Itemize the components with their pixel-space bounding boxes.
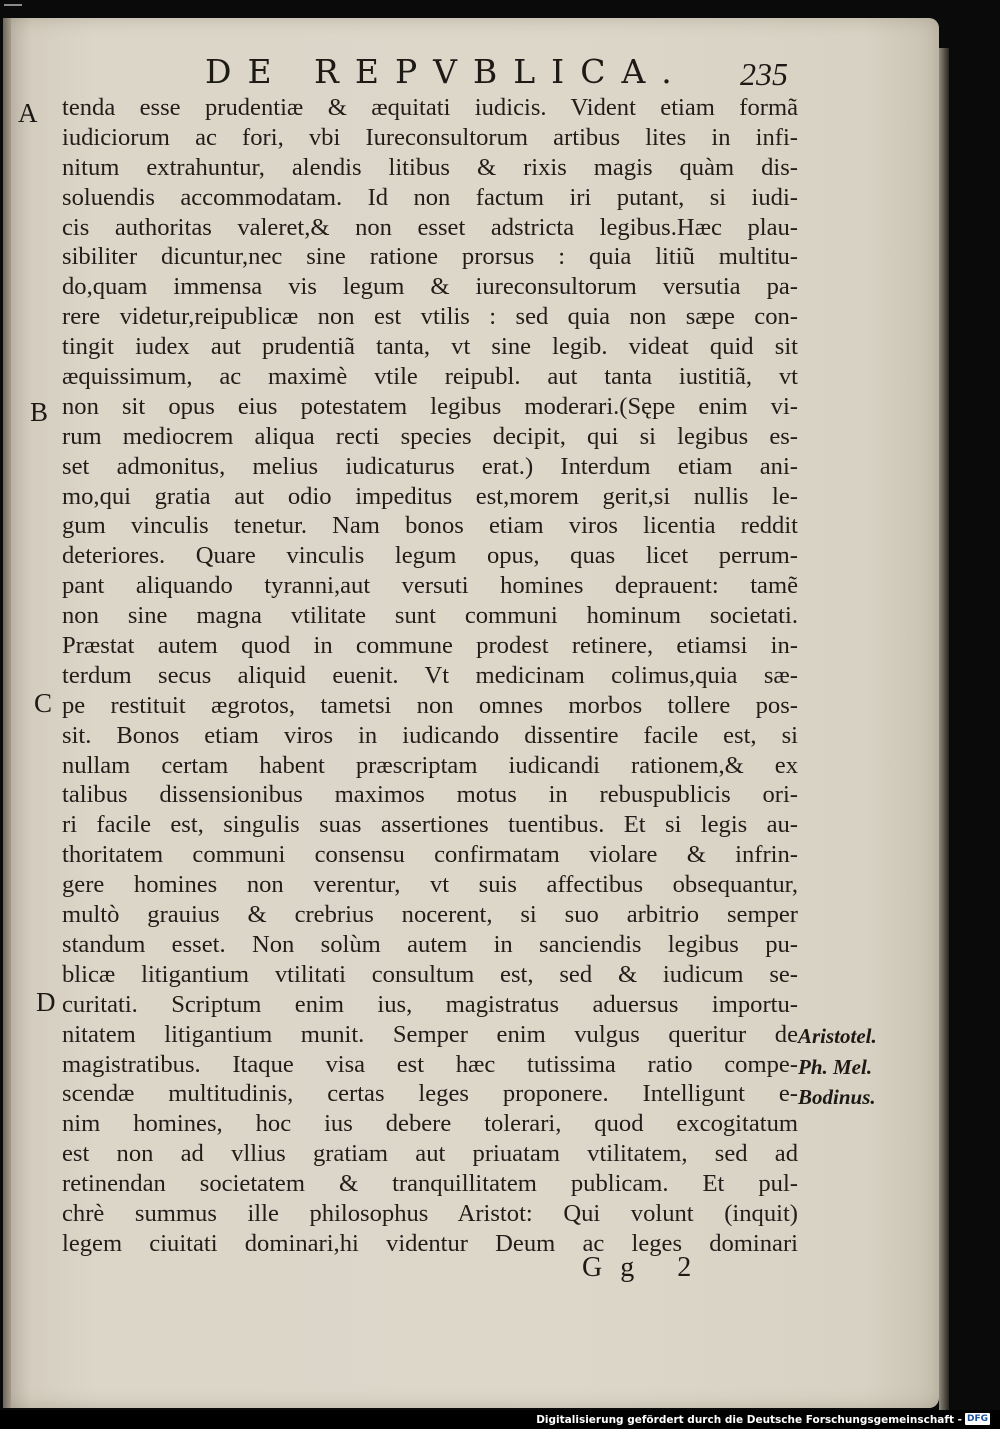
- page-edge: [939, 48, 949, 1428]
- text-line: mo,qui gratia aut odio impeditus est,morem gerit,si nullis le-: [62, 482, 798, 510]
- text-line: est non ad vllius gratiam aut priuatam vtilitatem, sed ad: [62, 1140, 798, 1168]
- section-letter-b: B: [30, 397, 49, 427]
- text-line: non sit opus eius potestatem legibus moderari.(Sępe enim vi-: [62, 392, 798, 420]
- text-line: rum mediocrem aliqua recti species decipit, qui si legibus es-: [62, 422, 798, 450]
- text-line: non sine magna vtilitate sunt communi hominum societati.: [62, 602, 798, 630]
- body-text: [62, 93, 798, 1259]
- text-line: multò grauius & crebrius nocerent, si suo arbitrio semper: [62, 901, 798, 929]
- text-line: gere homines non verentur, vt suis affectibus obsequantur,: [62, 871, 798, 899]
- text-line: do,quam immensa vis legum & iureconsultorum versutia pa-: [62, 273, 798, 301]
- text-line: rere videtur,reipublicæ non est vtilis : sed quia non sæpe con-: [62, 303, 798, 331]
- running-title: DE REPVBLICA.: [205, 52, 688, 91]
- text-line: sibiliter dicuntur,nec sine ratione prorsus : quia litiũ multitu-: [62, 243, 798, 271]
- text-line: nitatem litigantium munit. Semper enim vulgus queritur de: [62, 1020, 798, 1048]
- marginal-note-ph-mel: Ph. Mel.: [798, 1055, 873, 1079]
- text-line: æquissimum, ac maximè vtile reipubl. aut tanta iustitiã, vt: [62, 363, 798, 391]
- text-line: pant aliquando tyranni,aut versuti homines deprauent: tamẽ: [62, 572, 798, 600]
- text-line: scendæ multitudinis, certas leges proponere. Intelligunt e-: [62, 1080, 798, 1108]
- funding-credit: Digitalisierung gefördert durch die Deutsche Forschungsgemeinschaft -: [536, 1414, 962, 1426]
- text-line: blicæ litigantium vtilitati consultum est, sed & iudicum se-: [62, 960, 798, 988]
- text-line: set admonitus, melius iudicaturus erat.) Interdum etiam ani-: [62, 452, 798, 480]
- text-line: cis authoritas valeret,& non esset adstricta legibus.Hæc plau-: [62, 213, 798, 241]
- text-line: tenda esse prudentiæ & æquitati iudicis. Vident etiam formã: [62, 94, 798, 121]
- text-line: nitum extrahuntur, alendis litibus & rixis magis quàm dis-: [62, 153, 798, 181]
- text-line: ri facile est, singulis suas assertiones tuentibus. Et si legis au-: [62, 811, 798, 839]
- text-line: Præstat autem quod in commune prodest retinere, etiamsi in-: [62, 632, 798, 660]
- section-letter-a: A: [18, 98, 38, 128]
- text-line: chrè summus ille philosophus Aristot: Qui volunt (inquit): [62, 1199, 798, 1227]
- marginal-note-aristotel: Aristotel.: [798, 1024, 877, 1048]
- section-letter-d: D: [36, 987, 56, 1017]
- text-line: pe restituit ægrotos, tametsi non omnes morbos tollere pos-: [62, 691, 798, 719]
- text-line: iudiciorum ac fori, vbi Iureconsultorum artibus lites in infi-: [62, 123, 798, 151]
- text-line: deteriores. Quare vinculis legum opus, quas licet perrum-: [62, 542, 798, 570]
- page-gutter: [3, 18, 11, 1408]
- page-number: 235: [740, 56, 788, 92]
- text-line: curitati. Scriptum enim ius, magistratus aduersus importu-: [62, 990, 798, 1018]
- text-line: retinendan societatem & tranquillitatem publicam. Et pul-: [62, 1170, 798, 1198]
- text-line: nim homines, hoc ius debere tolerari, quod excogitatum: [62, 1110, 798, 1138]
- text-line: sit. Bonos etiam viros in iudicando dissentire facile est, si: [62, 721, 798, 749]
- text-line: magistratibus. Itaque visa est hæc tutissima ratio compe-: [62, 1050, 798, 1078]
- text-line: nullam certam habent præscriptam iudicandi rationem,& ex: [62, 751, 798, 779]
- text-line: standum esset. Non solùm autem in sanciendis legibus pu-: [62, 930, 798, 958]
- marginal-note-bodinus: Bodinus.: [798, 1085, 876, 1109]
- text-line: tingit iudex aut prudentiã tanta, vt sine legib. videat quid sit: [62, 333, 798, 361]
- scan-corner-mark: [4, 4, 22, 6]
- text-line: legem ciuitati dominari,hi videntur Deum ac leges dominari: [62, 1229, 798, 1257]
- text-line: soluendis accommodatam. Id non factum iri putant, si iudi-: [62, 183, 798, 211]
- signature-mark: Gg 2: [582, 1252, 710, 1283]
- text-line: talibus dissensionibus maximos motus in rebuspublicis ori-: [62, 781, 798, 809]
- text-line: gum vinculis tenetur. Nam bonos etiam viros licentia reddit: [62, 512, 798, 540]
- dfg-logo-icon: DFG: [966, 1414, 988, 1424]
- text-line: terdum secus aliquid euenit. Vt medicinam colimus,quia sæ-: [62, 661, 798, 689]
- section-letter-c: C: [34, 688, 53, 718]
- text-line: thoritatem communi consensu confirmatam violare & infrin-: [62, 841, 798, 869]
